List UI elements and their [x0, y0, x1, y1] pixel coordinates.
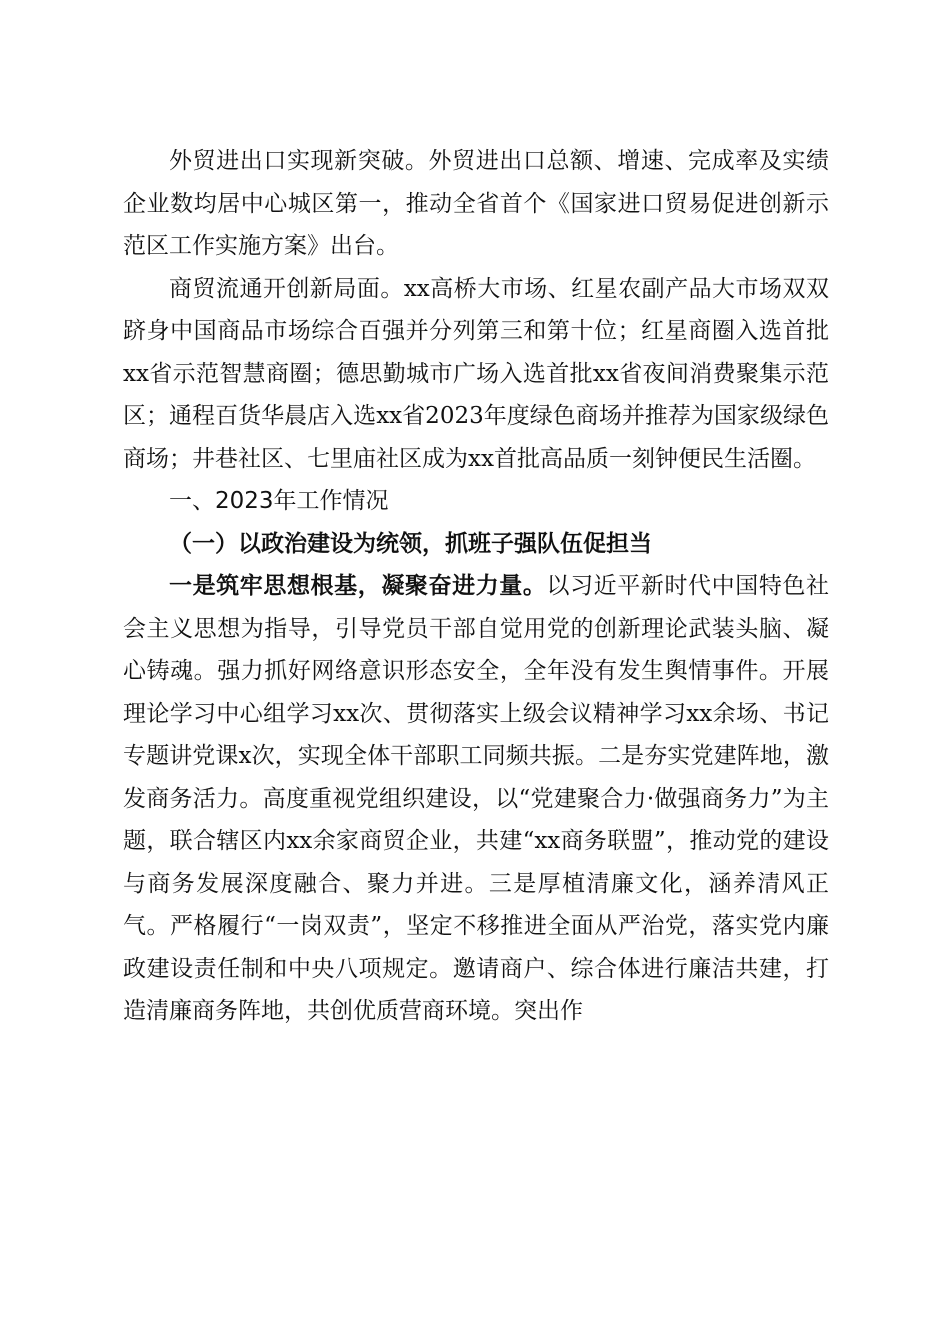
section-heading: 一、2023年工作情况 — [169, 488, 389, 514]
paragraph-body-text: 以习近平新时代中国特色社会主义思想为指导，引导党员干部自觉用党的创新理论武装头脑、凝心铸魂。强力抓好网络意识形态安全，全年没有发生舆情事件。开展理论学习中心组学习xx次、贯彻落实上级会议精神学习xx余场、书记专题讲党课x次，实现全体干部职工同频共振。二是夯实党建阵地，激发商务活力。高度重视党组织建设，以“党建聚合力·做强商务力”为主题，联合辖区内xx余家商贸企业，共建“xx商务联盟”，推动党的建设与商务发展深度融合、聚力并进。三是厚植清廉文化，涵养清风正气。严格履行“一岗双责”，坚定不移推进全面从严治党，落实党内廉政建设责任制和中央八项规定。邀请商户、综合体进行廉洁共建，打造清廉商务阵地，共创优质营商环境。突出作 — [123, 573, 830, 1024]
document-body — [123, 140, 829, 1033]
paragraph-foreign-trade: 外贸进出口实现新突破。外贸进出口总额、增速、完成率及实绩企业数均居中心城区第一，推动全省首个《国家进口贸易促进创新示范区工作实施方案》出台。 — [123, 148, 829, 259]
paragraph-lead-text: 一是筑牢思想根基，凝聚奋进力量。 — [169, 572, 547, 599]
subsection-heading: （一）以政治建设为统领，抓班子强队伍促担当 — [169, 529, 652, 557]
paragraph-party-building — [123, 565, 829, 1033]
paragraph-commerce-circulation: 商贸流通开创新局面。xx高桥大市场、红星农副产品大市场双双跻身中国商品市场综合百强并分列第三和第十位；红星商圈入选首批xx省示范智慧商圈；德思勤城市广场入选首批xx省夜间消费聚集示范区；通程百货华晨店入选xx省2023年度绿色商场并推荐为国家级绿色商场；井巷社区、七里庙社区成为xx首批高品质一刻钟便民生活圈。 — [123, 275, 829, 472]
